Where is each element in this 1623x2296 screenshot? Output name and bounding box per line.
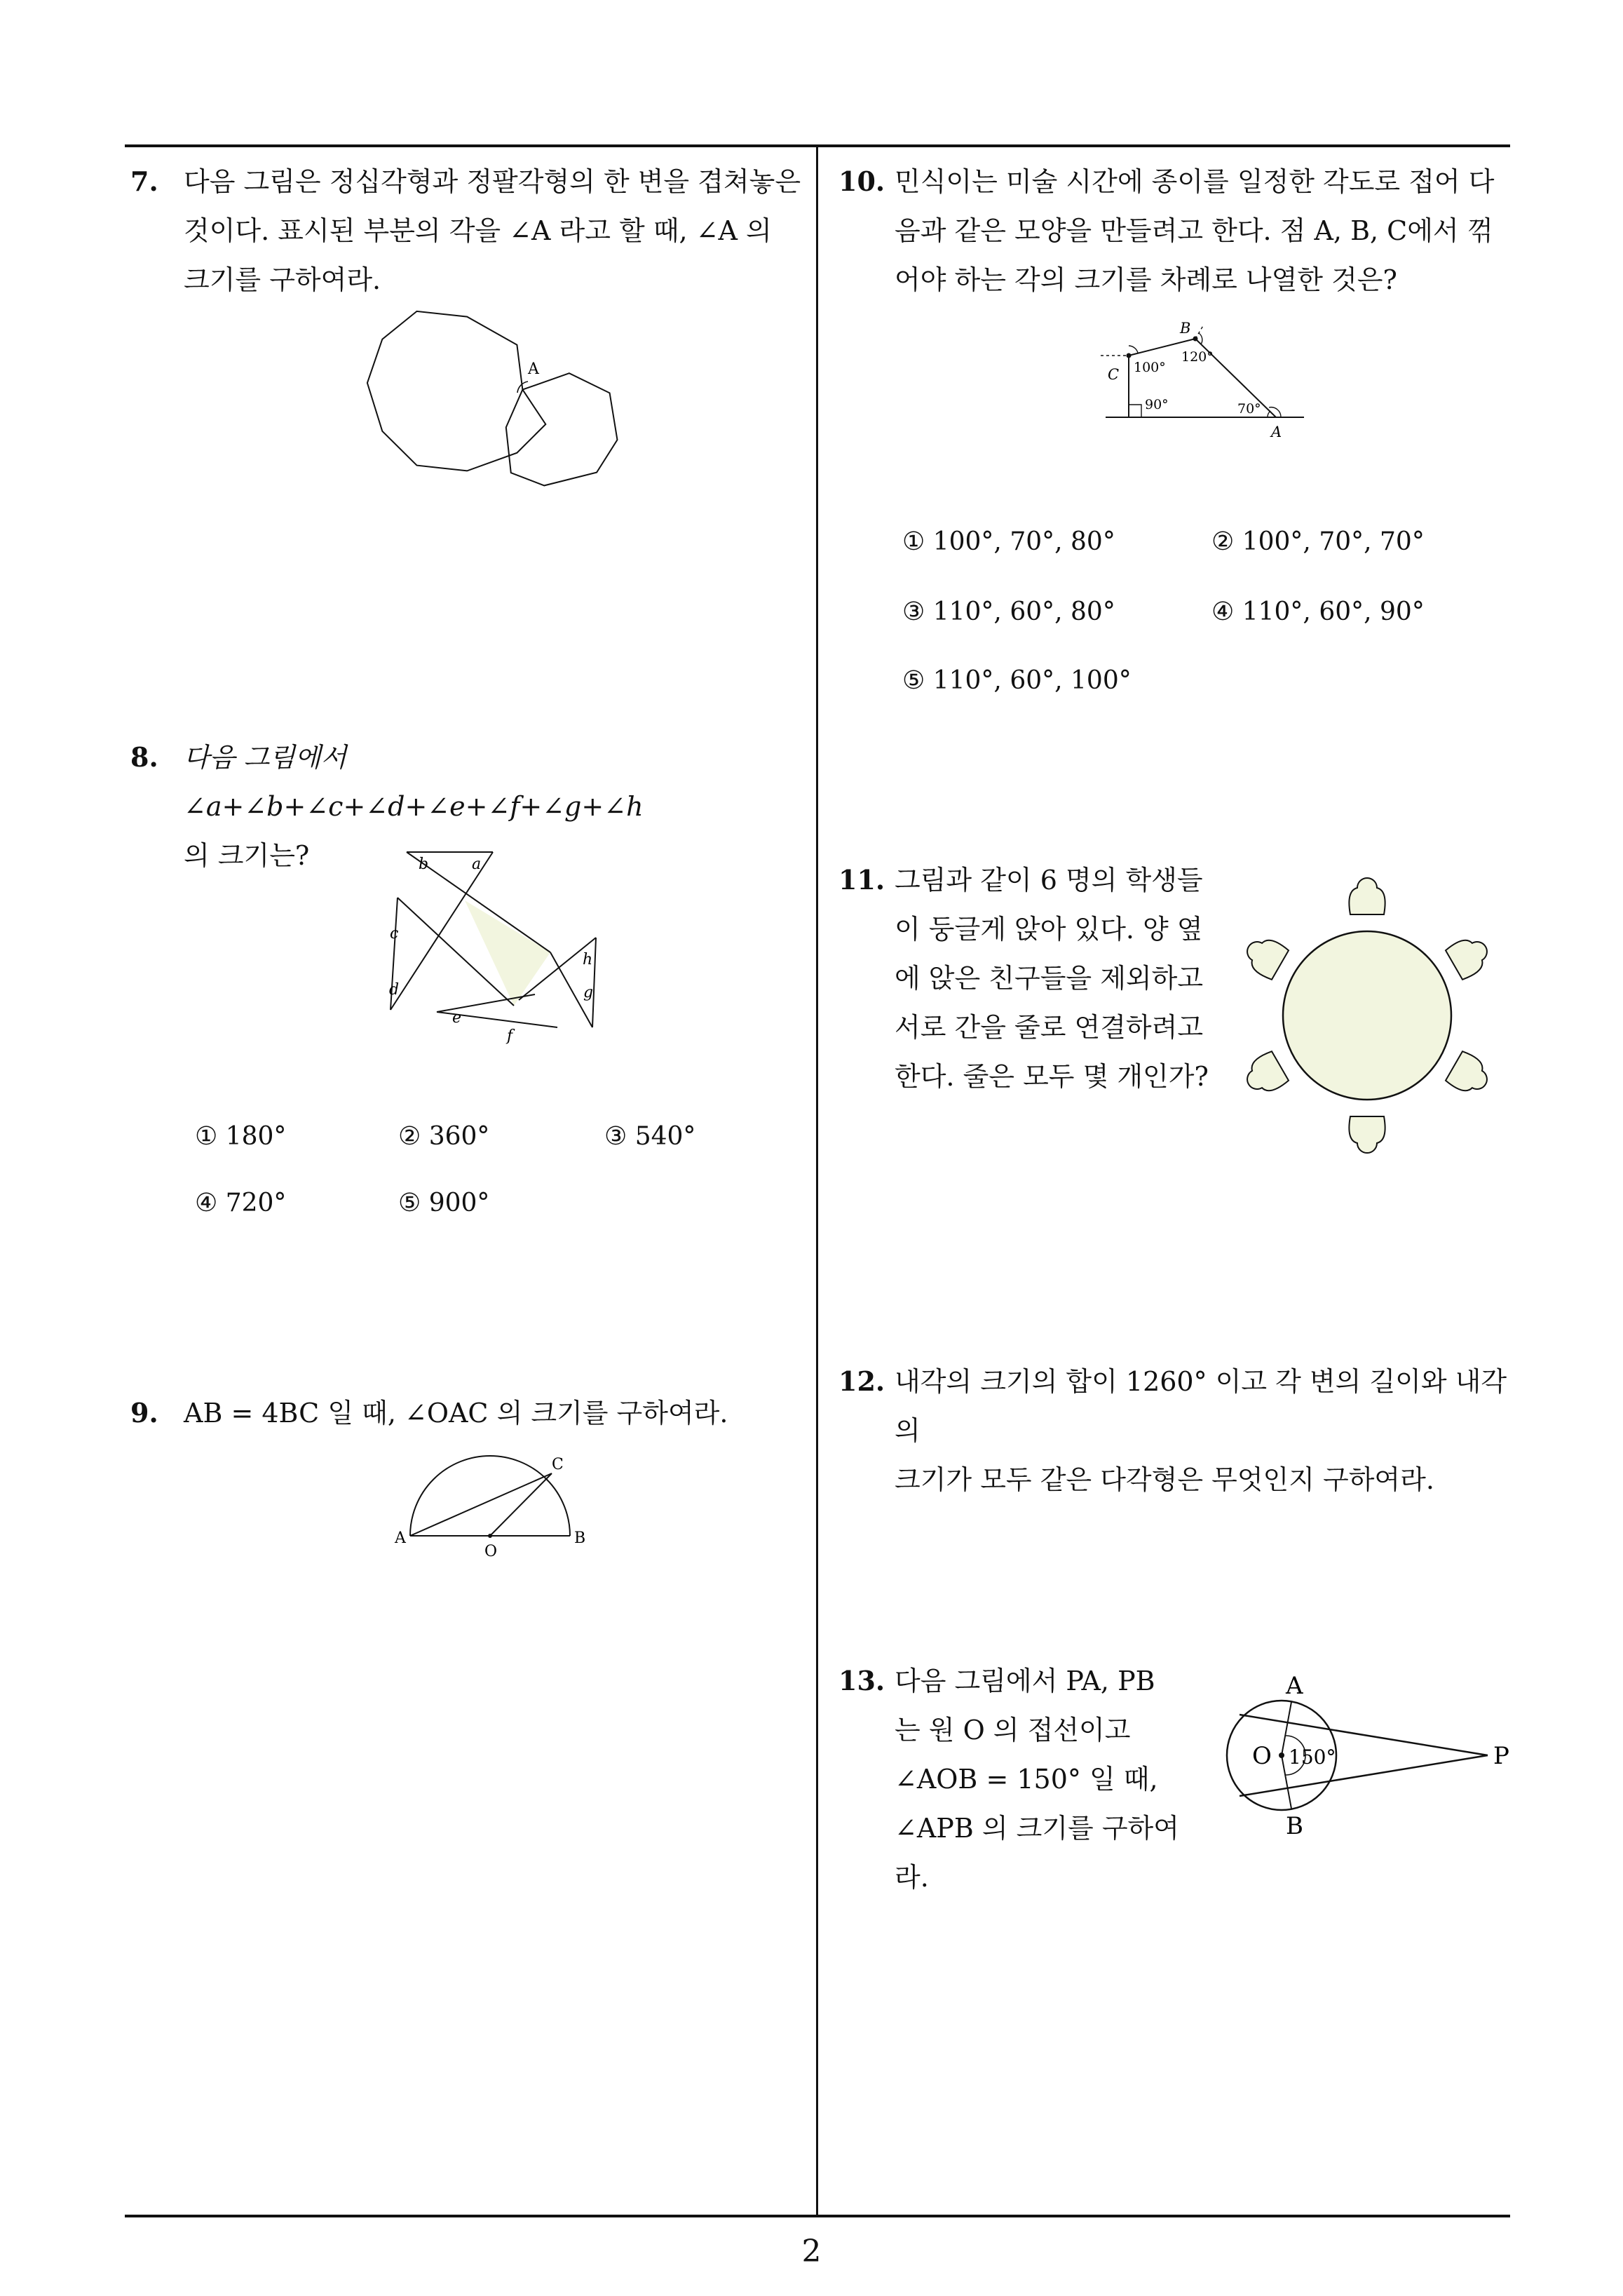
seat-top-left [1240,931,1289,980]
question-line: 는 원 O 의 접선이고 [895,1715,1131,1745]
question-line: 한다. 줄은 모두 몇 개인가? [895,1061,1209,1092]
angle-label-100: 100° [1134,360,1166,375]
tangent-figure [1220,1666,1528,1848]
angle-label-h: h [583,951,593,968]
question-number: 7. [130,166,158,197]
point-label-o: O [484,1543,498,1560]
question-line: ∠AOB = 150° 일 때, [895,1764,1158,1795]
angle-label-b: b [419,856,429,873]
question-line: 서로 간을 줄로 연결하려고 [895,1012,1204,1043]
option-5[interactable]: ⑤ 110°, 60°, 100° [902,666,1132,695]
question-line: 다음 그림은 정십각형과 정팔각형의 한 변을 겹쳐놓은 [184,166,801,197]
question-line: 에 앉은 친구들을 제외하고 [895,963,1204,994]
seat-top [1349,878,1385,914]
point-label-a: A [1286,1672,1303,1700]
question-11 [838,856,1231,1101]
question-7 [130,157,810,304]
page-number: 2 [801,2234,822,2269]
point-label-b: B [574,1529,586,1547]
option-3[interactable]: ③ 110°, 60°, 80° [902,597,1115,626]
point-label-b: B [1180,320,1191,337]
question-line: 다음 그림에서 PA, PB [895,1666,1155,1696]
seat-bottom [1349,1116,1385,1153]
option-1[interactable]: ① 100°, 70°, 80° [902,527,1115,556]
option-3[interactable]: ③ 540° [604,1122,696,1151]
angle-label-70: 70° [1237,401,1261,417]
point-label-p: P [1493,1742,1509,1770]
option-2[interactable]: ② 360° [398,1122,490,1151]
question-line: 민식이는 미술 시간에 종이를 일정한 각도로 접어 다 [895,166,1495,197]
point-label-b: B [1286,1812,1303,1840]
option-5[interactable]: ⑤ 900° [398,1189,490,1217]
question-number: 9. [130,1397,158,1429]
question-line: 다음 그림에서 ∠a+∠b+∠c+∠d+∠e+∠f+∠g+∠h [184,742,644,822]
angle-label-120: 120° [1181,349,1214,365]
angle-label-f: f [507,1027,513,1045]
question-line: 크기가 모두 같은 다각형은 무엇인지 구하여라. [895,1464,1434,1495]
seat-bottom-right [1445,1051,1495,1100]
point-label-o: O [1252,1742,1272,1770]
question-line: 크기를 구하여라. [184,264,381,295]
question-line: ∠APB 의 크기를 구하여 [895,1813,1179,1844]
angle-label-d: d [389,981,400,999]
angle-label-g: g [583,984,594,1001]
question-line: 그림과 같이 6 명의 학생들 [895,865,1203,896]
option-2[interactable]: ② 100°, 70°, 70° [1211,527,1425,556]
seat-top-right [1445,931,1495,980]
angle-label-a: a [472,856,482,873]
question-number: 8. [130,741,158,773]
angle-label-e: e [452,1009,462,1027]
angle-label-c: c [390,925,399,943]
question-text: AB = 4BC 일 때, ∠OAC 의 크기를 구하여라. [184,1398,728,1429]
angle-label-a: A [528,360,539,378]
option-4[interactable]: ④ 720° [195,1189,287,1217]
point-label-a: A [395,1529,406,1547]
point-label-a: A [1271,424,1282,440]
question-line: 음과 같은 모양을 만들려고 한다. 점 A, B, C에서 꺾 [895,215,1493,246]
question-number: 11. [838,864,885,896]
column-divider [816,144,818,2216]
point-label-c: C [1108,366,1120,383]
question-line: 어야 하는 각의 크기를 차례로 나열한 것은? [895,264,1397,295]
point-label-c: C [552,1456,564,1473]
option-4[interactable]: ④ 110°, 60°, 90° [1211,597,1425,626]
question-line: 이 둥글게 앉아 있다. 양 옆 [895,914,1203,945]
bottom-rule [125,2215,1510,2217]
star-figure [382,842,606,1045]
question-number: 13. [838,1665,885,1696]
seat-bottom-left [1240,1051,1289,1100]
question-line: 것이다. 표시된 부분의 각을 ∠A 라고 할 때, ∠A 의 [184,215,772,246]
round-table-figure [1248,870,1486,1164]
polygon-figure [358,309,624,491]
question-line: 의 크기는? [184,840,310,871]
question-13 [838,1656,1210,1902]
question-number: 10. [838,166,885,197]
question-number: 12. [838,1365,885,1397]
angle-label-150: 150° [1289,1745,1336,1769]
question-9 [130,1389,810,1438]
question-10 [838,157,1519,304]
angle-label-90: 90° [1145,397,1169,412]
semicircle-figure [389,1455,599,1567]
question-line: 내각의 크기의 합이 1260° 이고 각 변의 길이와 내각의 [895,1366,1507,1446]
folded-paper-figure [1097,312,1315,442]
question-12 [838,1357,1519,1504]
option-1[interactable]: ① 180° [195,1122,287,1151]
question-line: 라. [895,1862,929,1893]
